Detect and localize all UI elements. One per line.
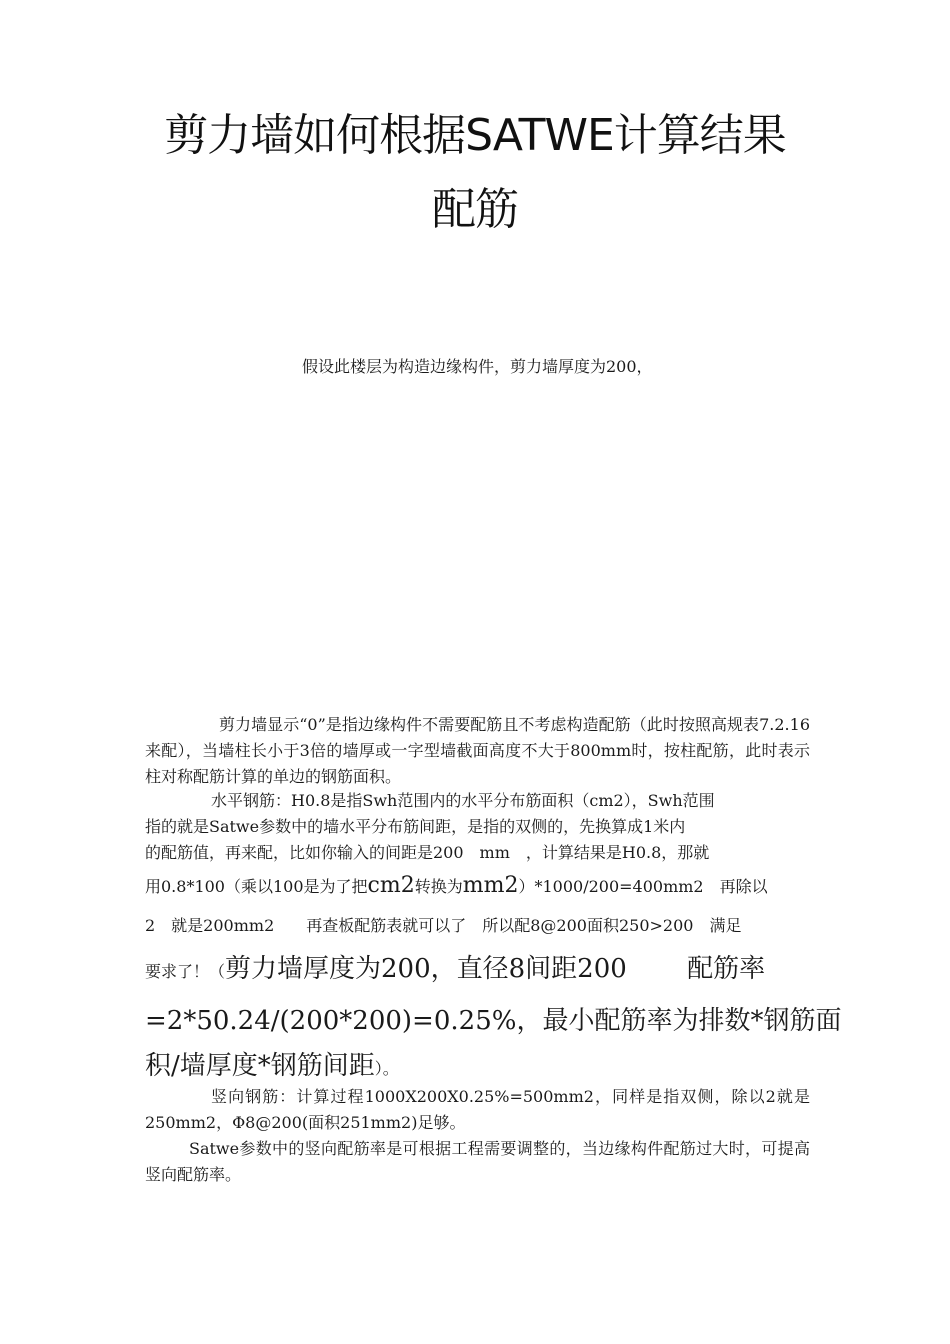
paragraph-line: 指的就是Satwe参数中的墙水平分布筋间距，是指的双侧的，先换算成1米内 [145, 817, 686, 836]
ratio-formula-tail: 积/墙厚度*钢筋间距 [145, 1051, 375, 1081]
unit-cm2: cm2 [367, 873, 415, 898]
requirement-text: 要求了！（ [145, 962, 226, 981]
paragraph-line: 水平钢筋：H0.8是指Swh范围内的水平分布筋面积（cm2），Swh范围 [211, 791, 715, 810]
paragraph-line: 2 就是200mm2 再查板配筋表就可以了 所以配8@200面积250>200 满足 [145, 916, 742, 935]
document-title-line-1: 剪力墙如何根据SATWE计算结果 [164, 110, 786, 161]
paragraph-horizontal-rebar [145, 788, 842, 1091]
formula-text: 用0.8*100（乘以100是为了把 [145, 877, 368, 896]
paragraph-line-requirement [145, 949, 810, 992]
intro-text: 假设此楼层为构造边缘构件，剪力墙厚度为200， [302, 357, 653, 376]
reinforcement-ratio-note: 剪力墙厚度为200，直径8间距200 配筋率 [225, 954, 766, 984]
paragraph-satwe-parameter: Satwe参数中的竖向配筋率是可根据工程需要调整的，当边缘构件配筋过大时，可提高竖向配筋率。 [145, 1139, 810, 1184]
paragraph-line: 的配筋值，再来配，比如你输入的间距是200 mm ，计算结果是H0.8，那就 [145, 843, 710, 862]
unit-mm2: mm2 [462, 873, 519, 898]
document-title-line-2: 配筋 [432, 184, 518, 235]
ratio-formula-line: =2*50.24/(200*200)=0.25%，最小配筋率为排数*钢筋面 [145, 1006, 842, 1036]
convert-text: 转换为 [414, 877, 463, 896]
closing-paren: ）。 [374, 1059, 399, 1078]
formula-result: ）*1000/200=400mm2 再除以 [518, 877, 768, 896]
paragraph-line-unit-conversion [145, 866, 810, 907]
paragraph-zero-display: 剪力墙显示“0”是指边缘构件不需要配筋且不考虑构造配筋（此时按照高规表7.2.16来配），当墙柱长小于3倍的墙厚或一字型墙截面高度不大于800mm时，按柱配筋，此时表示柱对称配筋计算的单边的钢筋面积。 [145, 715, 810, 786]
paragraph-vertical-rebar: 竖向钢筋：计算过程1000X200X0.25%=500mm2，同样是指双侧，除以2就是250mm2，Φ8@200(面积251mm2)足够。 [145, 1087, 810, 1132]
